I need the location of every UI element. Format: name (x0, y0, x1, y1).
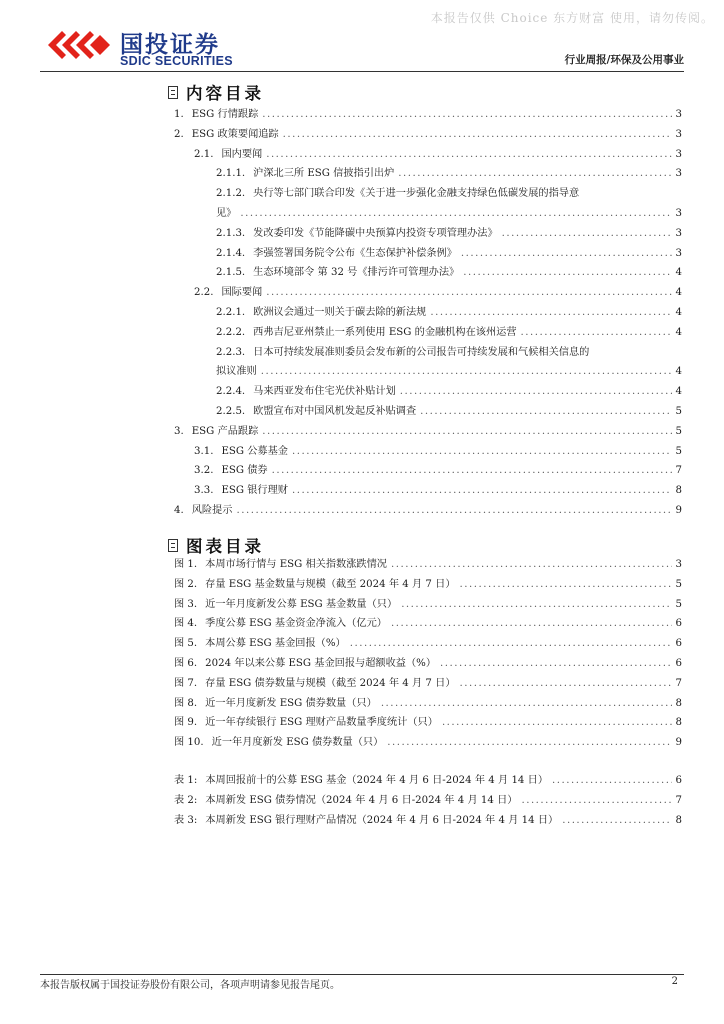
entry-title: 生态环境部令 第 32 号《排污许可管理办法》 (253, 267, 460, 279)
entry-title: 日本可持续发展准则委员会发布新的公司报告可持续发展和气候相关信息的 (253, 346, 590, 358)
leader-dots (391, 557, 672, 573)
entry-number: 2.2.5. (216, 406, 246, 417)
leader-dots (292, 444, 672, 460)
leader-dots (401, 597, 671, 613)
entry-page-number: 4 (675, 267, 682, 279)
figures-entry[interactable] (174, 735, 682, 751)
entry-page-number: 5 (675, 406, 682, 417)
leader-dots (440, 656, 671, 672)
entry-number: 图 7. (174, 677, 198, 689)
entry-page-number: 3 (675, 109, 682, 120)
contents-heading-text: 内容目录 (186, 84, 264, 103)
entry-number: 图 9. (174, 717, 198, 729)
entry-page-number: 5 (675, 598, 682, 610)
figures-entry[interactable] (174, 597, 682, 613)
contents-entry[interactable] (216, 384, 682, 400)
entry-page-number: 8 (675, 697, 682, 709)
contents-entry[interactable] (194, 483, 682, 499)
figures-heading-text: 图表目录 (186, 537, 264, 556)
entry-number: 3.1. (194, 445, 214, 457)
contents-entry[interactable] (216, 265, 682, 281)
entry-title: ESG 债券 (221, 465, 268, 477)
entry-page-number: 4 (675, 326, 682, 338)
entry-number: 图 10. (174, 737, 204, 749)
entry-number: 3.2. (194, 465, 214, 477)
entry-number: 4. (174, 505, 184, 516)
entry-title: 沪深北三所 ESG 信披指引出炉 (253, 168, 395, 180)
entry-title: 近一年月度新发 ESG 债券数量（只） (205, 697, 377, 709)
figures-entry[interactable] (174, 656, 682, 672)
entry-number: 表 1: (174, 775, 198, 786)
entry-page-number: 8 (675, 485, 682, 497)
entry-number: 3.3. (194, 485, 214, 497)
entry-title: 近一年月度新发 ESG 债券数量（只） (211, 737, 384, 749)
entry-number: 2.2.3. (216, 346, 246, 358)
entry-title: 拟议准则 (216, 366, 257, 378)
entry-number: 图 6. (174, 658, 198, 669)
contents-entry[interactable] (216, 246, 682, 262)
entry-page-number: 3 (675, 148, 682, 160)
entry-title: ESG 行情跟踪 (191, 109, 259, 120)
leader-dots (391, 616, 672, 632)
leader-dots (442, 715, 672, 731)
contents-entry[interactable] (174, 424, 682, 440)
entry-number: 2. (174, 128, 184, 140)
figures-entry[interactable] (174, 557, 682, 573)
contents-entry[interactable] (216, 305, 682, 321)
footer-disclaimer: 本报告版权属于国投证券股份有限公司，各项声明请参见报告尾页。 (40, 980, 340, 991)
leader-dots (387, 735, 671, 751)
leader-dots (552, 773, 671, 789)
entry-title: 本周公募 ESG 基金回报（%） (205, 638, 346, 650)
entry-number: 表 3: (174, 814, 198, 826)
contents-entry[interactable] (216, 226, 682, 242)
leader-dots (463, 265, 671, 281)
entry-page-number: 9 (675, 737, 682, 749)
entry-page-number: 4 (675, 366, 682, 378)
contents-heading (168, 80, 264, 104)
leader-dots (521, 325, 672, 341)
figures-entry[interactable] (174, 616, 682, 632)
leader-dots (261, 364, 672, 380)
entry-title: 本周市场行情与 ESG 相关指数涨跌情况 (205, 559, 387, 570)
entry-title: 存量 ESG 债券数量与规模（截至 2024 年 4 月 7 日） (205, 677, 456, 689)
figures-entry[interactable] (174, 715, 682, 731)
entry-page-number: 6 (675, 618, 682, 630)
tables-entry[interactable] (174, 773, 682, 789)
entry-title: 央行等七部门联合印发《关于进一步强化金融支持绿色低碳发展的指导意 (253, 188, 580, 200)
entry-title: 见》 (216, 208, 237, 219)
entry-title: 季度公募 ESG 基金资金净流入（亿元） (205, 618, 387, 630)
leader-dots (521, 793, 671, 809)
page-number: 2 (671, 976, 678, 987)
entry-number: 2.1. (194, 148, 214, 160)
entry-number: 表 2: (174, 794, 198, 806)
leader-dots (461, 246, 672, 262)
logo-mark-icon (40, 24, 114, 66)
leader-dots (272, 463, 672, 479)
entry-number: 2.1.2. (216, 188, 246, 200)
entry-page-number: 3 (675, 168, 682, 180)
entry-title: 近一年月度新发公募 ESG 基金数量（只） (205, 598, 398, 610)
entry-title: 国际要闻 (221, 287, 263, 299)
document-icon (168, 86, 178, 99)
entry-title: 本周新发 ESG 银行理财产品情况（2024 年 4 月 6 日-2024 年 4 月 14 日） (205, 814, 559, 826)
watermark: 本报告仅供 Choice 东方财富 使用，请勿传阅。 (430, 11, 714, 25)
entry-title: 欧洲议会通过一则关于碳去除的新法规 (253, 307, 427, 318)
brand-name-cn: 国投证券 (120, 32, 220, 58)
leader-dots (460, 577, 672, 593)
figures-entry[interactable] (174, 696, 682, 712)
entry-page-number: 6 (675, 775, 682, 786)
figures-entry[interactable] (174, 636, 682, 652)
entry-page-number: 7 (675, 677, 682, 689)
leader-dots (562, 813, 671, 829)
entry-number: 2.2.1. (216, 307, 246, 318)
entry-number: 2.1.5. (216, 267, 246, 279)
entry-page-number: 4 (675, 386, 682, 398)
leader-dots (420, 404, 671, 420)
entry-number: 2.2.4. (216, 386, 246, 398)
figures-entry[interactable] (174, 577, 682, 593)
entry-page-number: 3 (675, 208, 682, 219)
leader-dots (350, 636, 672, 652)
entry-title: 欧盟宣布对中国风机发起反补贴调查 (253, 406, 417, 417)
entry-page-number: 9 (675, 505, 682, 516)
leader-dots (262, 424, 671, 440)
contents-entry[interactable] (194, 444, 682, 460)
entry-number: 图 1. (174, 559, 198, 570)
leader-dots (502, 226, 672, 242)
contents-entry[interactable] (174, 107, 682, 123)
contents-entry[interactable] (216, 166, 682, 182)
document-icon (168, 539, 178, 552)
entry-title: 本周新发 ESG 债券情况（2024 年 4 月 6 日-2024 年 4 月 14 日） (205, 794, 518, 806)
leader-dots (398, 166, 671, 182)
contents-entry[interactable] (216, 325, 682, 341)
entry-title: 发改委印发《节能降碳中央预算内投资专项管理办法》 (253, 227, 498, 239)
entry-number: 2.1.3. (216, 227, 246, 239)
entry-title: 马来西亚发布住宅光伏补贴计划 (253, 386, 396, 398)
leader-dots (266, 147, 671, 163)
contents-entry[interactable] (194, 147, 682, 163)
entry-number: 图 3. (174, 598, 198, 610)
contents-entry[interactable] (216, 404, 682, 420)
entry-page-number: 4 (675, 307, 682, 318)
company-logo (40, 24, 250, 72)
entry-page-number: 3 (675, 247, 682, 259)
entry-number: 3. (174, 425, 184, 437)
entry-number: 图 4. (174, 618, 198, 630)
entry-title: ESG 银行理财 (221, 485, 288, 497)
report-category: 行业周报/环保及公用事业 (564, 54, 684, 66)
leader-dots (236, 503, 671, 519)
entry-page-number: 4 (675, 287, 682, 299)
leader-dots (460, 676, 672, 692)
entry-number: 1. (174, 109, 184, 120)
leader-dots (283, 127, 672, 143)
entry-number: 图 8. (174, 697, 198, 709)
entry-title: 国内要闻 (221, 148, 263, 160)
entry-page-number: 6 (675, 638, 682, 650)
entry-page-number: 8 (675, 814, 682, 826)
entry-number: 2.1.4. (216, 247, 246, 259)
entry-page-number: 7 (675, 465, 682, 477)
leader-dots (430, 305, 671, 321)
entry-number: 2.1.1. (216, 168, 246, 180)
entry-title: ESG 政策要闻追踪 (191, 128, 279, 140)
entry-title: ESG 产品跟踪 (191, 425, 259, 437)
tables-entry[interactable] (174, 813, 682, 829)
entry-page-number: 6 (675, 658, 682, 669)
leader-dots (292, 483, 672, 499)
entry-page-number: 5 (675, 425, 682, 437)
contents-entry[interactable] (194, 285, 682, 301)
entry-page-number: 3 (675, 559, 682, 570)
contents-entry[interactable] (216, 206, 682, 222)
entry-title: 西弗吉尼亚州禁止一系列使用 ESG 的金融机构在该州运营 (253, 326, 517, 338)
brand-name-en: SDIC SECURITIES (120, 54, 233, 68)
entry-page-number: 3 (675, 128, 682, 140)
entry-number: 2.2.2. (216, 326, 246, 338)
entry-title: 李强签署国务院令公布《生态保护补偿条例》 (253, 247, 457, 259)
entry-page-number: 7 (675, 794, 682, 806)
entry-title: 近一年存续银行 ESG 理财产品数量季度统计（只） (205, 717, 438, 729)
entry-title: 本周回报前十的公募 ESG 基金（2024 年 4 月 6 日-2024 年 4 月 14 日） (205, 775, 549, 786)
leader-dots (266, 285, 671, 301)
entry-number: 图 5. (174, 638, 198, 650)
contents-entry[interactable] (216, 364, 682, 380)
leader-dots (262, 107, 671, 123)
leader-dots (381, 696, 672, 712)
entry-number: 2.2. (194, 287, 214, 299)
contents-entry[interactable] (216, 186, 682, 202)
entry-title: ESG 公募基金 (221, 445, 288, 457)
entry-page-number: 8 (675, 717, 682, 729)
figures-heading (168, 533, 264, 557)
entry-page-number: 5 (675, 578, 682, 590)
figures-entry[interactable] (174, 676, 682, 692)
footer-divider (40, 974, 684, 975)
entry-title: 存量 ESG 基金数量与规模（截至 2024 年 4 月 7 日） (205, 578, 456, 590)
contents-entry[interactable] (216, 345, 682, 361)
entry-title: 风险提示 (191, 505, 233, 516)
entry-page-number: 3 (675, 227, 682, 239)
header-divider (40, 71, 684, 72)
contents-entry[interactable] (194, 463, 682, 479)
entry-page-number: 5 (675, 445, 682, 457)
contents-entry[interactable] (174, 503, 682, 519)
entry-number: 图 2. (174, 578, 198, 590)
leader-dots (400, 384, 672, 400)
tables-entry[interactable] (174, 793, 682, 809)
contents-entry[interactable] (174, 127, 682, 143)
entry-title: 2024 年以来公募 ESG 基金回报与超额收益（%） (205, 658, 437, 669)
leader-dots (240, 206, 671, 222)
